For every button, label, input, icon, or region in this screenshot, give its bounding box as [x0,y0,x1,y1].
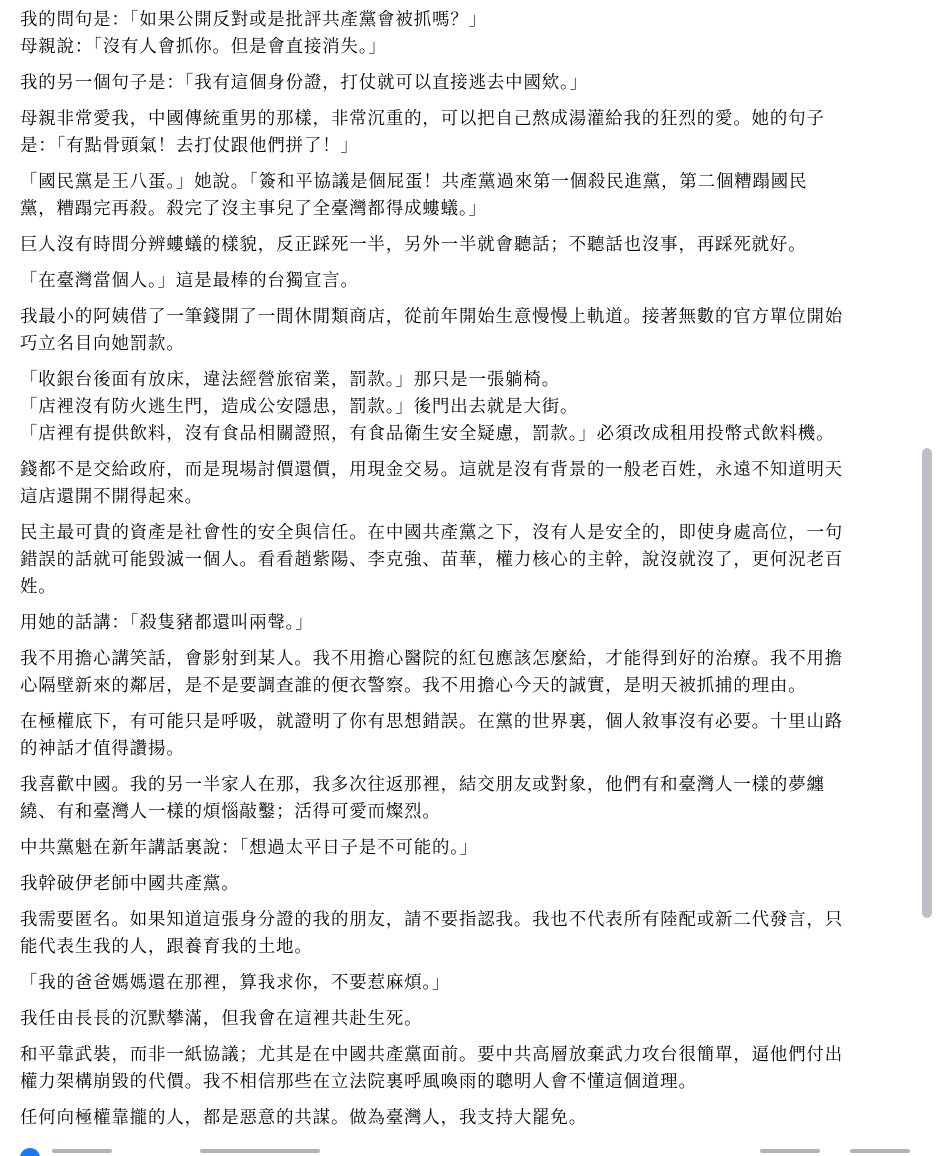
post-line: 繞、有和臺灣人一樣的煩惱敲鑿；活得可愛而燦烈。 [20,802,441,822]
post-line: 心隔壁新來的鄰居，是不是要調查誰的便衣警察。我不用擔心今天的誠實，是明天被抓捕的理由。 [20,676,807,696]
post-paragraph [20,367,916,448]
post-line: 「店裡有提供飲料，沒有食品相關證照，有食品衛生安全疑慮，罰款。」必須改成租用投幣式飲料機。 [20,424,835,444]
post-line: 母親說：「沒有人會抓你。但是會直接消失。」 [20,37,387,57]
post-paragraph [20,232,916,259]
post-line: 「收銀台後面有放床，違法經營旅宿業，罰款。」那只是一張躺椅。 [20,370,561,390]
scrollbar[interactable] [922,448,932,918]
post-paragraph [20,106,916,160]
post-line: 「在臺灣當個人。」這是最棒的台獨宣言。 [20,271,359,291]
post-line: 能代表生我的人，跟養育我的土地。 [20,937,313,957]
post-line: 是：「有點骨頭氣！去打仗跟他們拼了！」 [20,136,359,156]
post-paragraph [20,1006,916,1033]
post-paragraph [20,907,916,961]
post-line: 我幹破伊老師中國共產黨。 [20,874,240,894]
post-paragraph [20,169,916,223]
post-paragraph [20,772,916,826]
post-line: 我的另一個句子是：「我有這個身份證，打仗就可以直接逃去中國欸。」 [20,73,588,93]
reaction-bar [0,1144,944,1156]
post-line: 我任由長長的沉默攀滿，但我會在這裡共赴生死。 [20,1009,423,1029]
post-paragraph [20,304,916,358]
post-paragraph [20,1042,916,1096]
post-paragraph [20,268,916,295]
post-paragraph [20,457,916,511]
post-line: 錢都不是交給政府，而是現場討價還價，用現金交易。這就是沒有背景的一般老百姓，永遠不知道明天 [20,460,844,480]
post-line: 用她的話講：「殺隻豬都還叫兩聲。」 [20,613,314,633]
post-line: 母親非常愛我，中國傳統重男的那樣，非常沉重的，可以把自己熬成湯灌給我的狂烈的愛。她的句子 [20,109,825,129]
post-line: 權力架構崩毀的代價。我不相信那些在立法院裏呼風喚雨的聰明人會不懂這個道理。 [20,1072,697,1092]
share-count-placeholder [760,1149,820,1153]
post-paragraph [20,70,916,97]
post-line: 我喜歡中國。我的另一半家人在那，我多次往返那裡，結交朋友或對象，他們有和臺灣人一樣的夢纏 [20,775,825,795]
post-line: 我最小的阿姨借了一筆錢開了一間休閒類商店，從前年開始生意慢慢上軌道。接著無數的官方單位開始 [20,307,844,327]
comment-count-placeholder [200,1149,320,1153]
post-line: 巧立名目向她罰款。 [20,334,185,354]
post-paragraph [20,7,916,61]
post-line: 「店裡沒有防火逃生門，造成公安隱患，罰款。」後門出去就是大街。 [20,397,579,417]
post-line: 「國民黨是王八蛋。」她說。「簽和平協議是個屁蛋！共產黨過來第一個殺民進黨，第二個糟蹋國民 [20,172,808,192]
post-line: 我不用擔心講笑話，會影射到某人。我不用擔心醫院的紅包應該怎麼給，才能得到好的治療。我不用擔 [20,649,844,669]
post-paragraph [20,520,916,601]
post-line: 中共黨魁在新年講話裏說：「想過太平日子是不可能的。」 [20,838,479,858]
post-line: 姓。 [20,577,57,597]
post-paragraph [20,1105,916,1132]
post-line: 的神話才值得讚揚。 [20,739,185,759]
post-line: 我需要匿名。如果知道這張身分證的我的朋友，請不要指認我。我也不代表所有陸配或新二代發言，只 [20,910,844,930]
post-paragraph [20,646,916,700]
post-line: 錯誤的話就可能毀滅一個人。看看趙紫陽、李克強、苗華，權力核心的主幹，說沒就沒了，更何況老百 [20,550,844,570]
post-line: 巨人沒有時間分辨螻蟻的樣貌，反正踩死一半，另外一半就會聽話；不聽話也沒事，再踩死就好。 [20,235,807,255]
post-paragraph [20,835,916,862]
post-line: 在極權底下，有可能只是呼吸，就證明了你有思想錯誤。在黨的世界裏，個人敘事沒有必要。十里山路 [20,712,844,732]
post-line: 這店還開不開得起來。 [20,487,203,507]
post-line: 黨，糟蹋完再殺。殺完了沒主事兒了全臺灣都得成螻蟻。」 [20,199,487,219]
reaction-count-placeholder [52,1149,112,1153]
post-paragraph [20,709,916,763]
post-paragraph [20,610,916,637]
like-reaction-icon[interactable] [20,1148,40,1156]
post-paragraph [20,970,916,997]
post-paragraph [20,871,916,898]
post-line: 任何向極權靠攏的人，都是惡意的共謀。做為臺灣人，我支持大罷免。 [20,1108,588,1128]
post-line: 我的問句是：「如果公開反對或是批評共產黨會被抓嗎？」 [20,10,487,30]
post-line: 「我的爸爸媽媽還在那裡，算我求你，不要惹麻煩。」 [20,973,451,993]
post-line: 和平靠武裝，而非一紙協議；尤其是在中國共產黨面前。要中共高層放棄武力攻台很簡單，逼他們付出 [20,1045,844,1065]
view-count-placeholder [850,1149,910,1153]
post-line: 民主最可貴的資產是社會性的安全與信任。在中國共產黨之下，沒有人是安全的，即使身處高位，一句 [20,523,844,543]
scrollbar-thumb[interactable] [922,448,932,918]
